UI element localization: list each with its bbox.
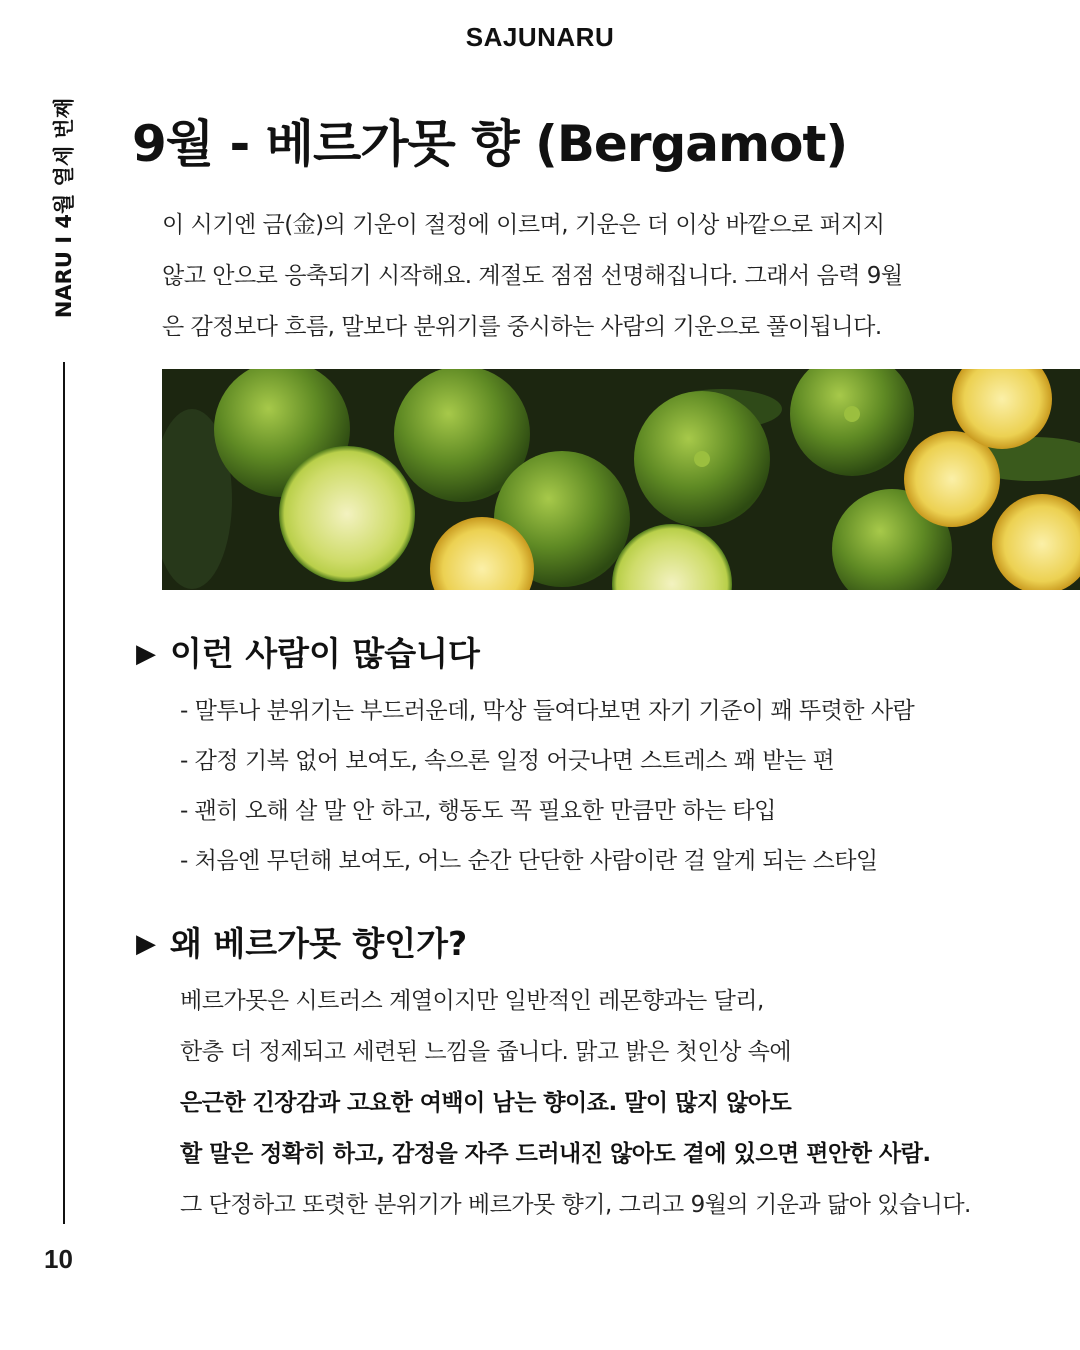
intro-line: 이 시기엔 금(金)의 기운이 절정에 이르며, 기운은 더 이상 바깥으로 퍼지지: [162, 212, 885, 238]
list-item: - 감정 기복 없어 보여도, 속으론 일정 어긋나면 스트레스 꽤 받는 편: [180, 748, 835, 774]
side-divider: [63, 362, 65, 1224]
side-label-wrap: [46, 98, 82, 328]
hero-image: [162, 369, 1080, 590]
play-triangle-icon: ▶: [136, 639, 156, 669]
why-line-bold: 은근한 긴장감과 고요한 여백이 남는 향이죠. 말이 많지 않아도: [180, 1090, 792, 1116]
why-line: 한층 더 정제되고 세련된 느낌을 줍니다. 맑고 밝은 첫인상 속에: [180, 1039, 792, 1065]
list-item: - 괜히 오해 살 말 안 하고, 행동도 꼭 필요한 만큼만 하는 타입: [180, 798, 776, 824]
section-heading-text: 이런 사람이 많습니다: [170, 634, 480, 673]
people-list: [180, 686, 1060, 886]
section-heading-why: [136, 918, 467, 965]
intro-line: 않고 안으로 응축되기 시작해요. 계절도 점점 선명해집니다. 그래서 음력 9월: [162, 263, 903, 289]
list-item: - 처음엔 무던해 보여도, 어느 순간 단단한 사람이란 걸 알게 되는 스타일: [180, 848, 878, 874]
section-heading-people: [136, 628, 480, 675]
why-line: 베르가못은 시트러스 계열이지만 일반적인 레몬향과는 달리,: [180, 988, 764, 1014]
section-heading-text: 왜 베르가못 향인가?: [170, 924, 468, 963]
bergamot-illustration: [162, 369, 1080, 590]
why-paragraph: [180, 976, 1060, 1231]
page-title: 9월 - 베르가못 향 (Bergamot): [132, 115, 848, 173]
page-number: 10: [44, 1244, 73, 1274]
brand-header: SAJUNARU: [465, 22, 615, 52]
why-line-bold: 할 말은 정확히 하고, 감정을 자주 드러내진 않아도 곁에 있으면 편안한 사람.: [180, 1141, 931, 1167]
why-line: 그 단정하고 또렷한 분위기가 베르가못 향기, 그리고 9월의 기운과 닮아 있습니다.: [180, 1192, 971, 1218]
list-item: - 말투나 분위기는 부드러운데, 막상 들여다보면 자기 기준이 꽤 뚜렷한 사람: [180, 698, 915, 724]
intro-line: 은 감정보다 흐름, 말보다 분위기를 중시하는 사람의 기운으로 풀이됩니다.: [162, 314, 882, 340]
intro-paragraph: [162, 200, 1042, 353]
side-label: NARU I 4월 열세 번째: [52, 98, 76, 319]
play-triangle-icon: ▶: [136, 929, 156, 959]
